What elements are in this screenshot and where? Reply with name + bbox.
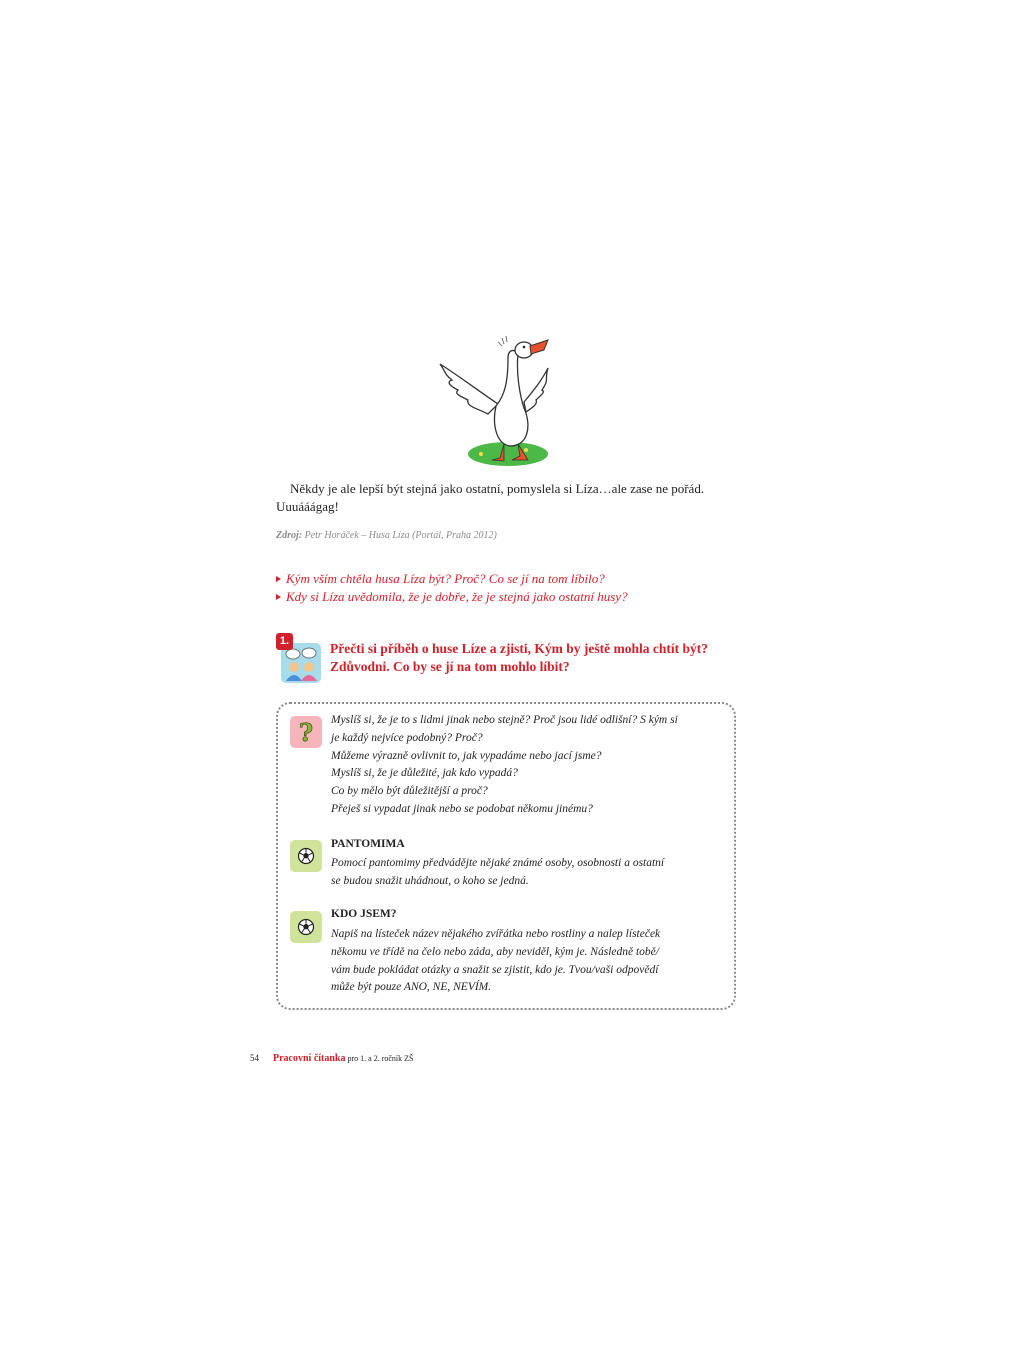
footer-subtitle: pro 1. a 2. ročník ZŠ [345,1054,414,1063]
activity-text-pantomima: Pomocí pantomimy předvádějte nějaké známé osoby, osobnosti a ostatní se budou snažit uhádnout, o koho se jedná. [331,857,665,887]
activity-title-pantomima: PANTOMIMA [331,838,405,850]
ball-icon [290,840,322,872]
bullet-triangle-icon [276,594,281,600]
task-number-badge: 1. [276,633,293,650]
activity-title-kdo-jsem: KDO JSEM? [331,908,397,920]
goose-illustration [436,334,552,468]
bullet-triangle-icon [276,576,281,582]
question-item: Kdy si Líza uvědomila, že je dobře, že je stejná jako ostatní husy? [276,588,628,606]
question-icon [290,716,322,748]
task-line-1: Přečti si příběh o huse Líze a zjisti, Kým by ještě mohla chtít být? [330,641,708,656]
discussion-questions: Myslíš si, že je to s lidmi jinak nebo stejně? Proč jsou lidé odlišní? S kým si je každý nejvíce podobný? Proč? Můžeme výrazně ovlivnit to, jak vypadáme nebo jací jsme? Myslíš si, že je důležité, jak kdo vypadá? Co by mělo být důležitější a proč? Přeješ si vypadat jinak nebo se podobat někomu jinému? [331,714,678,815]
task-instruction [330,640,736,676]
svg-text:?: ? [298,718,314,747]
page-footer [250,1053,414,1064]
ball-icon [290,911,322,943]
source-label: Zdroj: [276,530,303,541]
source-citation [276,530,497,541]
question-item: Kým vším chtěla husa Líza být? Proč? Co se jí na tom líbilo? [276,570,628,588]
source-text: Petr Horáček – Husa Líza (Portál, Praha 2012) [302,530,497,541]
page-number: 54 [250,1053,259,1063]
footer-brand: Pracovní čítanka [273,1053,346,1064]
story-line-2: Uuuááágag! [276,499,339,514]
task-line-2: Zdůvodni. Co by se jí na tom mohlo líbit? [330,659,570,674]
story-line-1: Někdy je ale lepší být stejná jako ostatní, pomyslela si Líza…ale zase ne pořád. [290,481,705,496]
story-text [276,480,738,516]
question-list [276,570,628,606]
activity-text-kdo-jsem: Napiš na lísteček název nějakého zvířátka nebo rostliny a nalep lísteček někomu ve třídě na čelo nebo záda, aby neviděl, kým je. Následně tobě/ vám bude pokládat otázky a snažit se zjistit, kdo je. Tvou/vaši odpovědí může být pouze ANO, NE, NEVÍM. [331,928,661,994]
